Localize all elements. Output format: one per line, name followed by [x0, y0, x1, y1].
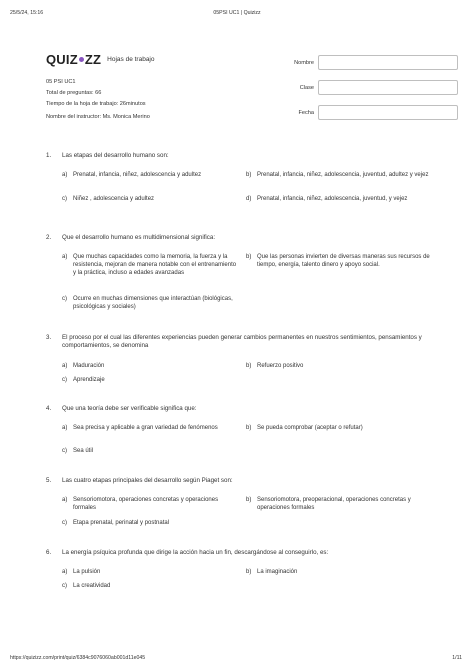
option-c: c) Niñez , adolescencia y adultez: [62, 196, 155, 202]
print-datetime: 25/5/24, 15:16: [10, 10, 44, 16]
option-c: c) Aprendizaje: [62, 377, 105, 383]
name-field[interactable]: [318, 55, 458, 70]
logo-word-left: QUIZ: [46, 52, 78, 67]
question-number: 2.: [46, 234, 52, 241]
worksheet-label: Hojas de trabajo: [107, 56, 155, 63]
option-b: b) Que las personas invierten de diversas maneras sus recursos de tiempo, energía, talento dinero y apoyo social.: [246, 254, 430, 269]
date-label: Fecha: [298, 110, 314, 116]
date-field[interactable]: [318, 105, 458, 120]
option-c: c) Etapa prenatal, perinatal y postnatal: [62, 520, 170, 526]
class-label: Clase: [299, 85, 314, 91]
option-d: d) Prenatal, infancia, niñez, adolescencia, juventud, y vejez: [246, 196, 408, 202]
page-number: 1/11: [452, 655, 462, 661]
option-a: a) Maduración: [62, 363, 105, 369]
total-questions: Total de preguntas: 66: [46, 90, 102, 96]
question-text: El proceso por el cual las diferentes experiencias pueden generar cambios permanentes en nuestros sentimientos, pensamientos y comportamientos, se denomina: [62, 334, 422, 349]
option-c: c) Sea útil: [62, 448, 94, 454]
option-b: b) La imaginación: [246, 569, 298, 575]
question-number: 6.: [46, 549, 52, 556]
option-a: a) Que muchas capacidades como la memoria, la fuerza y la resistencia, mejoran de manera notable con el entrenamiento y la práctica, incluso a edades avanzadas: [62, 254, 237, 277]
question-text: Que una teoría debe ser verificable significa que:: [62, 405, 197, 412]
question-number: 5.: [46, 477, 52, 484]
question-number: 3.: [46, 334, 52, 341]
option-c: c) La creatividad: [62, 583, 111, 589]
option-b: b) Sensoriomotora, preoperacional, operaciones concretas y operaciones formales: [246, 497, 411, 512]
instructor-name: Nombre del instructor: Ms. Monica Merino: [46, 114, 150, 120]
worksheet-time: Tiempo de la hoja de trabajo: 26minutos: [46, 101, 146, 107]
option-b: b) Prenatal, infancia, niñez, adolescencia, juventud, adultez y vejez: [246, 172, 429, 178]
option-a: a) Sea precisa y aplicable a gran variedad de fenómenos: [62, 425, 218, 431]
option-b: b) Se pueda comprobar (aceptar o refutar): [246, 425, 363, 431]
print-title: 05PSI UC1 | Quizizz: [213, 10, 261, 16]
option-a: a) Sensoriomotora, operaciones concretas y operaciones formales: [62, 497, 219, 512]
question-text: Las cuatro etapas principales del desarrollo según Piaget son:: [62, 477, 233, 484]
print-url: https://quizizz.com/print/quiz/6384c9076060ab001d11e045: [10, 655, 146, 661]
name-label: Nombre: [294, 60, 314, 66]
question-number: 4.: [46, 405, 52, 412]
class-field[interactable]: [318, 80, 458, 95]
question-text: La energía psíquica profunda que dirige la acción hacia un fin, descargándose al conseguirlo, es:: [62, 549, 329, 556]
logo-word-right: ZZ: [84, 52, 102, 67]
option-b: b) Refuerzo positivo: [246, 363, 304, 369]
logo-dot-icon: [79, 57, 84, 62]
question-text: Las etapas del desarrollo humano son:: [62, 152, 169, 159]
quizizz-logo: [46, 52, 155, 67]
option-c: c) Ocurre en muchas dimensiones que interactúan (biológicas, psicológicas y sociales): [62, 296, 233, 311]
option-a: a) La pulsión: [62, 569, 101, 575]
quiz-code: 05 PSI UC1: [46, 79, 76, 85]
question-text: Que el desarrollo humano es multidimensional significa:: [62, 234, 216, 241]
option-a: a) Prenatal, infancia, niñez, adolescencia y adultez: [62, 172, 202, 178]
question-number: 1.: [46, 152, 52, 159]
